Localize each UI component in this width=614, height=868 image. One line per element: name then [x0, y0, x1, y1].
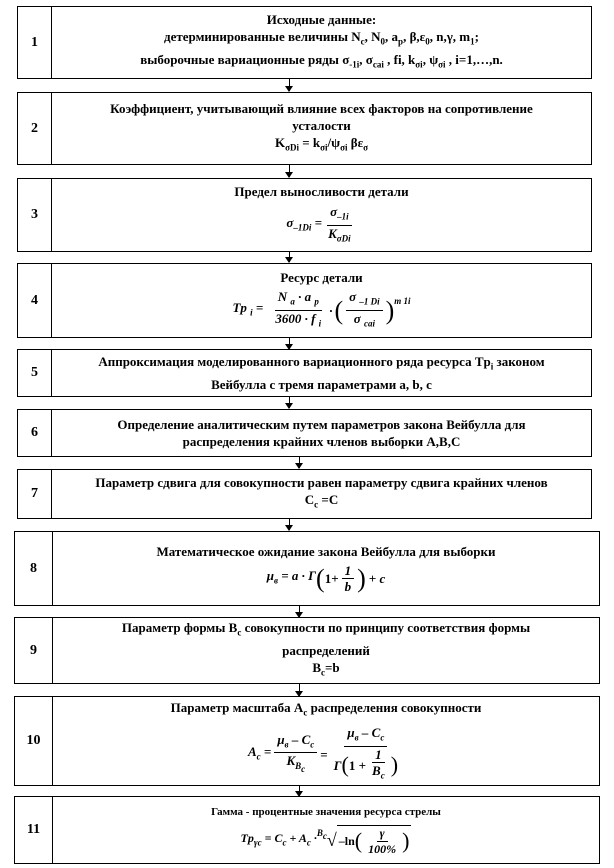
fraction — [331, 725, 401, 783]
step-line: Параметр формы $B_c$ совокупности по принципу соответствия формы — [121, 620, 531, 638]
numerator: 1 — [342, 563, 355, 579]
paren-close: ) — [357, 563, 366, 593]
formula — [241, 825, 412, 857]
fraction — [346, 289, 383, 331]
formula-lhs: $\mu_в = a \cdot \Gamma$ — [266, 568, 317, 586]
formula-lhs: $\sigma_{-1Di}$ = — [286, 215, 323, 233]
fraction — [325, 204, 354, 246]
step-line: Исходные данные: — [266, 12, 377, 28]
flow-arrow — [289, 338, 290, 349]
step-11 — [14, 796, 600, 864]
step-number: 5 — [18, 350, 52, 396]
step-number: 6 — [18, 410, 52, 456]
denominator: b — [344, 579, 352, 594]
root: $B_c$ √ –ln ( $\frac{\gamma}{100\%}$ ) — [316, 825, 410, 856]
numerator: $\mu_в - C_c$ — [274, 732, 317, 754]
step-6 — [17, 409, 592, 457]
step-content — [52, 410, 591, 456]
flow-arrow — [289, 252, 290, 262]
formula-lhs: $Tp_{\gamma c} = C_c + A_c$ · — [240, 830, 317, 848]
step-line: $K_{\sigma Di} = k_{\sigma i}/\psi_{\sigma i}$ $\beta\varepsilon_\sigma$ — [274, 135, 369, 153]
denominator: $K_{B_c}$ — [286, 753, 306, 774]
step-content — [53, 797, 599, 863]
step-content — [52, 179, 591, 251]
step-content — [52, 350, 591, 396]
step-line: распределения крайних членов выборки A,B,C — [182, 434, 461, 449]
fraction — [342, 563, 355, 594]
fraction — [274, 732, 317, 777]
step-line: Определение аналитическим путем параметров закона Вейбулла для — [117, 417, 526, 432]
step-line: $B_c=b$ — [312, 660, 340, 678]
denominator: σ $_{cai}$ — [353, 311, 375, 329]
step-1 — [17, 6, 592, 79]
step-5 — [17, 349, 592, 397]
step-line: Аппроксимация моделированного вариационного ряда ресурса $Tp_i$ законом — [98, 354, 545, 372]
flow-arrow — [289, 519, 290, 530]
step-9 — [14, 617, 600, 684]
flow-arrow — [299, 684, 300, 696]
formula-lhs: Tp $_i$ = — [232, 300, 264, 318]
step-line: Математическое ожидание закона Вейбулла для выборки — [156, 544, 496, 559]
flow-arrow — [299, 457, 300, 468]
step-content — [53, 532, 599, 605]
step-line: детерминированные величины $N_c$, $N_0$, $a_p$, $\beta,\varepsilon_0$, n,γ, $m_1$; — [164, 29, 479, 47]
exponent: m 1i — [394, 296, 411, 307]
numerator: $\sigma_{-1i}$ — [327, 204, 352, 226]
step-line: выборочные вариационные ряды $\sigma_{-1i}$, $\sigma_{cai}$ , fi, $k_{\sigma i}$, $\psi_{\sigma i}$ , i=1,…,n. — [140, 52, 503, 70]
paren-open: ( — [316, 563, 325, 593]
numerator: N $_a$ · a $_p$ — [275, 289, 322, 311]
step-line: Гамма - процентные значения ресурса стрелы — [211, 805, 441, 818]
denominator: 3600 · f $_i$ — [275, 311, 322, 329]
formula: Tp $_i$ = $\frac{N _a \cdot a _p}{3600 \cdot f _i}$ · ( $\frac{\sigma _{-1 Di}}{\sigma _{cai}}$ ) $^{m 1i}$ — [232, 289, 410, 331]
step-number: 7 — [18, 470, 52, 518]
formula: $\mu_в = a \cdot \Gamma$ ( 1+ $\frac{1}{b}$ ) + c — [266, 563, 386, 594]
step-line: Коэффициент, учитывающий влияние всех факторов на сопротивление — [110, 101, 533, 117]
paren-open: ( — [334, 295, 344, 325]
step-3 — [17, 178, 592, 252]
step-line: Параметр масштаба $A_c$ распределения совокупности — [170, 699, 482, 718]
step-line: усталости — [292, 118, 351, 134]
numerator: $\mu_в - C_c$ — [344, 725, 387, 747]
denominator: $K_{\sigma Di}$ — [328, 226, 351, 244]
step-line: Ресурс детали — [280, 270, 363, 286]
denominator: Γ ( 1 + $\frac{1}{B_c}$ ) — [333, 746, 399, 781]
step-content — [52, 7, 591, 78]
step-line: Параметр сдвига для совокупности равен параметру сдвига крайних членов — [95, 475, 548, 491]
formula-lhs: $A_c$ = — [247, 744, 272, 762]
step-content — [52, 470, 591, 518]
flow-arrow — [299, 786, 300, 796]
step-10 — [14, 696, 600, 786]
step-line: Предел выносливости детали — [234, 184, 409, 200]
step-line: $C_c =C$ — [304, 492, 339, 510]
flow-arrow — [289, 397, 290, 408]
step-content — [53, 618, 599, 683]
fraction — [272, 289, 324, 331]
flow-arrow — [289, 165, 290, 177]
step-2 — [17, 92, 592, 165]
step-4 — [17, 263, 592, 338]
formula: $A_c$ = $\frac{\mu_в - C_c}{K_{B_c}}$ = $\mu_в - C_c$ Γ ( 1 + $\frac{1}{B_c}$ ) — [248, 725, 404, 783]
numerator: σ $_{-1 Di}$ — [346, 289, 383, 311]
formula-rhs: + c — [368, 571, 386, 586]
flow-arrow — [299, 606, 300, 617]
formula — [286, 204, 356, 246]
step-number: 10 — [15, 697, 53, 785]
step-number: 2 — [18, 93, 52, 164]
paren-close: ) — [385, 295, 395, 325]
step-content — [52, 264, 591, 337]
step-number: 3 — [18, 179, 52, 251]
step-number: 9 — [15, 618, 53, 683]
step-line: распределений — [282, 643, 370, 658]
step-number: 1 — [18, 7, 52, 78]
step-number: 11 — [15, 797, 53, 863]
step-content — [53, 697, 599, 785]
step-number: 4 — [18, 264, 52, 337]
step-content — [52, 93, 591, 164]
step-number: 8 — [15, 532, 53, 605]
step-line: Вейбулла с тремя параметрами a, b, c — [211, 376, 432, 392]
step-8 — [14, 531, 600, 606]
flow-arrow — [289, 79, 290, 91]
step-7 — [17, 469, 592, 519]
